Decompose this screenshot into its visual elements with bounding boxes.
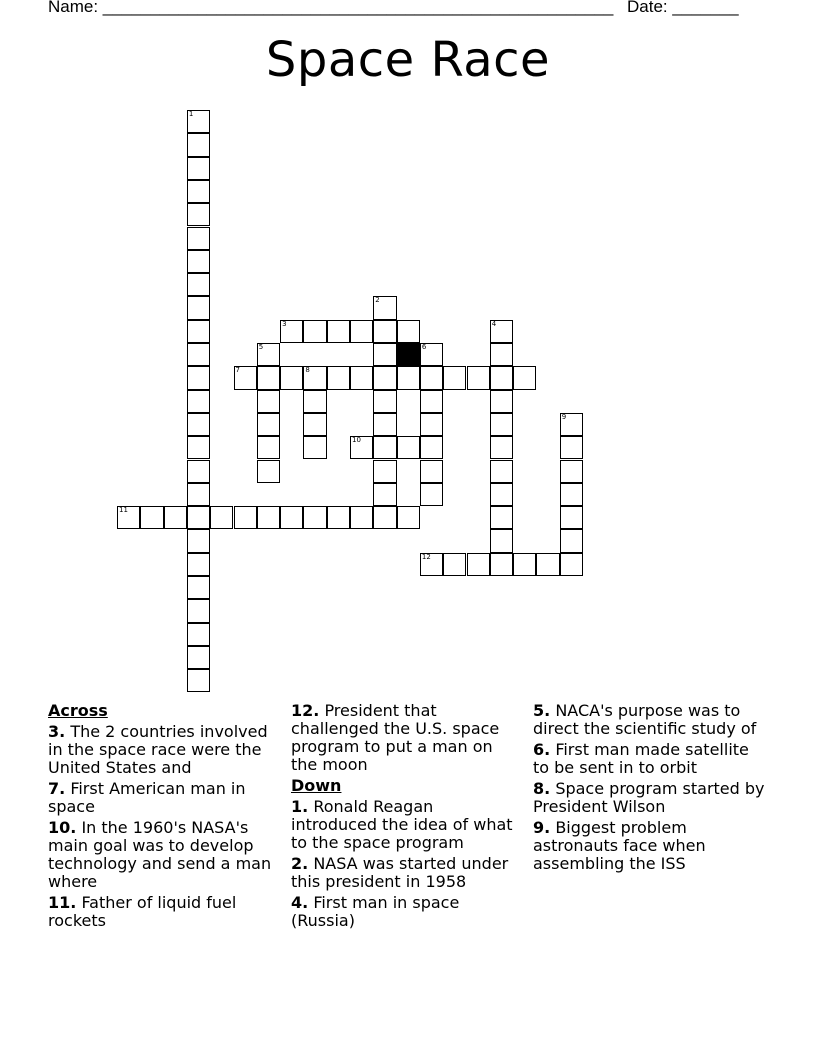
grid-cell[interactable] (303, 413, 326, 436)
grid-cell[interactable] (187, 390, 210, 413)
grid-cell[interactable] (303, 366, 326, 389)
grid-cell[interactable] (350, 320, 373, 343)
grid-cell[interactable] (420, 343, 443, 366)
grid-cell[interactable] (187, 133, 210, 156)
grid-cell[interactable] (420, 460, 443, 483)
grid-cell[interactable] (397, 436, 420, 459)
grid-cell[interactable] (373, 343, 396, 366)
grid-cell[interactable] (397, 366, 420, 389)
grid-cell[interactable] (280, 320, 303, 343)
grid-cell[interactable] (187, 529, 210, 552)
grid-cell[interactable] (187, 203, 210, 226)
grid-block-cell (397, 343, 420, 366)
grid-cell[interactable] (280, 366, 303, 389)
grid-cell[interactable] (373, 506, 396, 529)
grid-cell[interactable] (420, 390, 443, 413)
grid-cell[interactable] (187, 273, 210, 296)
grid-cell[interactable] (420, 483, 443, 506)
grid-cell[interactable] (560, 483, 583, 506)
clue-number: 8 (305, 366, 310, 375)
grid-cell[interactable] (327, 506, 350, 529)
grid-cell[interactable] (373, 320, 396, 343)
grid-cell[interactable] (560, 460, 583, 483)
grid-cell[interactable] (490, 413, 513, 436)
clue-across-12: 12. President that challenged the U.S. space program to put a man on the moon (291, 701, 500, 774)
grid-cell[interactable] (420, 413, 443, 436)
grid-cell[interactable] (373, 460, 396, 483)
clue-number: 3 (282, 319, 287, 328)
clue-down-2: 2. NASA was started under this president in 1958 (291, 854, 509, 891)
grid-cell[interactable] (373, 413, 396, 436)
clue-number: 7 (235, 366, 240, 375)
grid-cell[interactable] (467, 553, 490, 576)
clues-column-2 (291, 702, 523, 933)
clue-down-9: 9. Biggest problem astronauts face when assembling the ISS (533, 818, 706, 873)
clue-down-8: 8. Space program started by President Wilson (533, 779, 765, 816)
grid-cell[interactable] (257, 506, 280, 529)
grid-cell[interactable] (513, 366, 536, 389)
grid-cell[interactable] (117, 506, 140, 529)
grid-cell[interactable] (560, 553, 583, 576)
grid-cell[interactable] (490, 320, 513, 343)
clue-number: 12 (421, 552, 431, 561)
grid-cell[interactable] (257, 413, 280, 436)
grid-cell[interactable] (303, 436, 326, 459)
grid-cell[interactable] (490, 390, 513, 413)
clue-across-3: 3. The 2 countries involved in the space race were the United States and (48, 722, 268, 777)
grid-cell[interactable] (234, 506, 257, 529)
grid-cell[interactable] (164, 506, 187, 529)
grid-cell[interactable] (397, 320, 420, 343)
clue-number: 2 (375, 296, 380, 305)
grid-cell[interactable] (187, 320, 210, 343)
grid-cell[interactable] (187, 296, 210, 319)
grid-cell[interactable] (373, 366, 396, 389)
grid-cell[interactable] (187, 250, 210, 273)
grid-cell[interactable] (187, 343, 210, 366)
grid-cell[interactable] (467, 366, 490, 389)
grid-cell[interactable] (327, 320, 350, 343)
grid-cell[interactable] (187, 623, 210, 646)
grid-cell[interactable] (373, 483, 396, 506)
grid-cell[interactable] (303, 390, 326, 413)
clue-number: 10 (352, 436, 361, 445)
grid-cell[interactable] (187, 180, 210, 203)
grid-cell[interactable] (187, 576, 210, 599)
grid-cell[interactable] (327, 366, 350, 389)
clue-down-6: 6. First man made satellite to be sent in to orbit (533, 740, 749, 777)
clue-number: 11 (119, 506, 128, 515)
grid-cell[interactable] (373, 296, 396, 319)
grid-cell[interactable] (234, 366, 257, 389)
grid-cell[interactable] (373, 436, 396, 459)
grid-cell[interactable] (560, 413, 583, 436)
grid-cell[interactable] (443, 553, 466, 576)
name-field[interactable]: Name: ______________________________________________________ (48, 0, 614, 16)
clue-number: 9 (561, 412, 567, 421)
date-field[interactable]: Date: _______ (627, 0, 739, 16)
clue-down-5: 5. NACA's purpose was to direct the scientific study of (533, 701, 757, 738)
clue-number: 5 (258, 343, 264, 351)
grid-cell[interactable] (187, 553, 210, 576)
grid-cell[interactable] (187, 110, 210, 133)
clue-number: 4 (491, 319, 497, 328)
grid-cell[interactable] (350, 436, 373, 459)
grid-cell[interactable] (513, 553, 536, 576)
page-title: Space Race (265, 32, 551, 88)
grid-cell[interactable] (257, 343, 280, 366)
clue-across-11: 11. Father of liquid fuel rockets (48, 893, 237, 930)
grid-cell[interactable] (210, 506, 233, 529)
grid-cell[interactable] (303, 320, 326, 343)
clue-number: 6 (421, 343, 427, 351)
grid-cell[interactable] (350, 506, 373, 529)
grid-cell[interactable] (373, 390, 396, 413)
clues-column-3 (533, 702, 765, 876)
grid-cell[interactable] (187, 436, 210, 459)
grid-cell[interactable] (536, 553, 559, 576)
clue-down-4: 4. First man in space (Russia) (291, 893, 460, 930)
clue-down-1: 1. Ronald Reagan introduced the idea of what to the space program (291, 797, 513, 852)
grid-cell[interactable] (187, 460, 210, 483)
grid-cell[interactable] (187, 366, 210, 389)
grid-cell[interactable] (490, 529, 513, 552)
grid-cell[interactable] (490, 343, 513, 366)
grid-cell[interactable] (257, 366, 280, 389)
clue-across-10: 10. In the 1960's NASA's main goal was to develop technology and send a man where (48, 818, 272, 891)
grid-cell[interactable] (187, 646, 210, 669)
grid-cell[interactable] (187, 413, 210, 436)
grid-cell[interactable] (397, 506, 420, 529)
grid-cell[interactable] (560, 436, 583, 459)
grid-cell[interactable] (257, 390, 280, 413)
grid-cell[interactable] (420, 366, 443, 389)
grid-cell[interactable] (560, 506, 583, 529)
grid-cell[interactable] (187, 506, 210, 529)
grid-cell[interactable] (187, 483, 210, 506)
grid-cell[interactable] (490, 483, 513, 506)
grid-cell[interactable] (303, 506, 326, 529)
down-heading: Down (291, 776, 342, 795)
grid-cell[interactable] (257, 460, 280, 483)
clues-column-1 (48, 702, 280, 933)
grid-cell[interactable] (187, 599, 210, 622)
grid-cell[interactable] (420, 553, 443, 576)
grid-cell[interactable] (560, 529, 583, 552)
across-heading: Across (48, 701, 108, 720)
grid-cell[interactable] (490, 460, 513, 483)
grid-cell[interactable] (257, 436, 280, 459)
clue-across-7: 7. First American man in space (48, 779, 246, 816)
grid-cell[interactable] (187, 669, 210, 692)
grid-cell[interactable] (187, 157, 210, 180)
grid-cell[interactable] (350, 366, 373, 389)
grid-cell[interactable] (420, 436, 443, 459)
grid-cell[interactable] (490, 436, 513, 459)
grid-cell[interactable] (140, 506, 163, 529)
grid-cell[interactable] (490, 506, 513, 529)
grid-cell[interactable] (490, 366, 513, 389)
grid-cell[interactable] (187, 227, 210, 250)
clue-number: 1 (188, 110, 194, 118)
grid-cell[interactable] (443, 366, 466, 389)
grid-cell[interactable] (490, 553, 513, 576)
grid-cell[interactable] (280, 506, 303, 529)
